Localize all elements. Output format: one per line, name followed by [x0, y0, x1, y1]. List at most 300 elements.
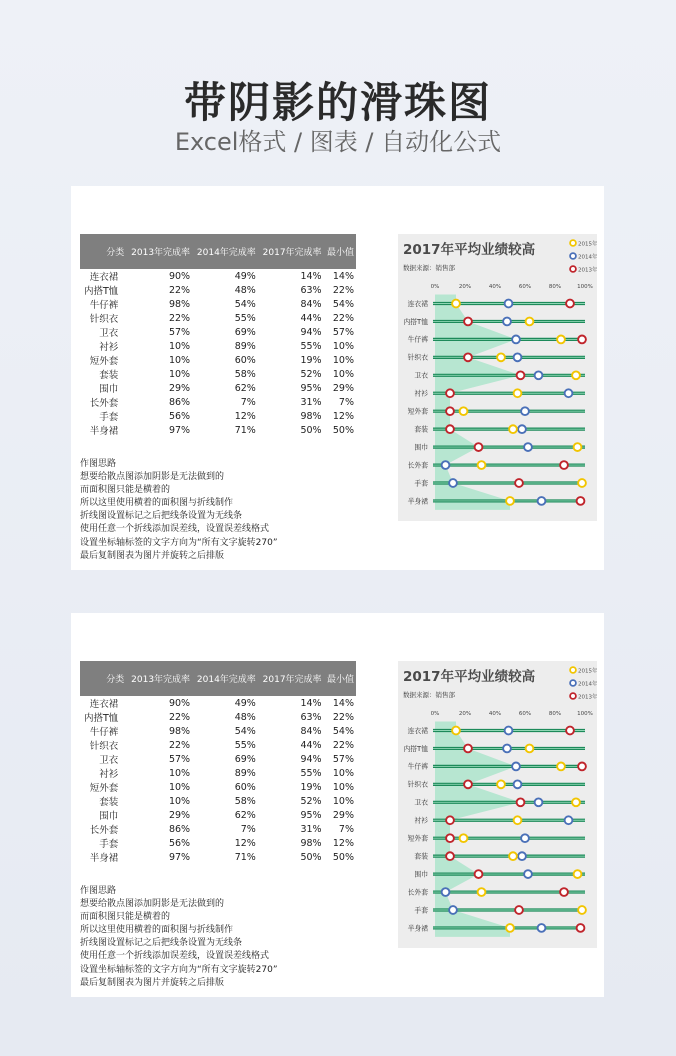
category-label: 围巾 — [414, 443, 428, 452]
value-cell: 97% — [168, 424, 191, 436]
value-cell: 7% — [338, 823, 354, 835]
category-cell: 套装 — [99, 370, 119, 381]
table-row — [80, 696, 356, 710]
value-cell: 19% — [300, 781, 322, 793]
value-cell: 12% — [332, 837, 354, 849]
bead-point — [464, 780, 472, 788]
bead-point — [521, 407, 529, 415]
value-cell: 10% — [168, 781, 191, 793]
category-cell: 针织衣 — [89, 741, 119, 752]
value-cell: 54% — [234, 725, 256, 737]
bead-point — [514, 353, 522, 361]
value-cell: 48% — [234, 711, 256, 723]
value-cell: 49% — [234, 270, 256, 282]
x-tick-label: 60% — [518, 284, 532, 290]
x-tick-label: 20% — [458, 711, 472, 717]
category-label: 衬衫 — [414, 389, 428, 398]
category-cell: 长外套 — [89, 398, 119, 409]
bead-point — [460, 407, 468, 415]
value-cell: 10% — [168, 767, 191, 779]
legend-label: 2014年 — [578, 254, 597, 261]
bead-point — [521, 834, 529, 842]
bead-point — [506, 497, 514, 505]
notes-block — [80, 885, 278, 990]
bead-point — [505, 300, 513, 308]
category-cell: 内搭T恤 — [84, 286, 119, 297]
bead-point — [464, 353, 472, 361]
value-cell: 22% — [332, 711, 354, 723]
bead-point — [446, 852, 454, 860]
value-cell: 54% — [332, 725, 354, 737]
category-label: 衬衫 — [414, 816, 428, 825]
table-row — [80, 325, 356, 339]
value-cell: 29% — [332, 382, 354, 394]
value-cell: 90% — [168, 697, 191, 709]
value-cell: 63% — [300, 284, 322, 296]
table-row — [80, 353, 356, 367]
bead-point — [524, 870, 532, 878]
category-cell: 连衣裙 — [89, 699, 119, 710]
value-cell: 50% — [300, 851, 322, 863]
data-table — [80, 661, 356, 864]
value-cell: 10% — [332, 368, 354, 380]
category-cell: 卫衣 — [99, 755, 119, 766]
bead-point — [464, 745, 472, 753]
value-cell: 97% — [168, 851, 191, 863]
value-cell: 54% — [332, 298, 354, 310]
category-label: 套装 — [414, 425, 428, 434]
bead-point — [572, 371, 580, 379]
category-label: 长外套 — [407, 888, 428, 897]
value-cell: 86% — [168, 823, 191, 835]
category-label: 半身裙 — [407, 924, 428, 933]
table-row — [80, 367, 356, 381]
value-cell: 69% — [234, 753, 256, 765]
notes-line: 所以这里使用横着的面积图与折线制作 — [80, 498, 234, 509]
bead-point — [442, 888, 450, 896]
category-cell: 短外套 — [89, 356, 119, 367]
data-table — [80, 234, 356, 437]
category-cell: 针织衣 — [89, 314, 119, 325]
notes-line: 最后复制图表为图片并旋转之后排版 — [80, 977, 225, 988]
table-row — [80, 836, 356, 850]
table-row — [80, 780, 356, 794]
table-row — [80, 738, 356, 752]
bead-point — [518, 425, 526, 433]
category-label: 手套 — [414, 906, 428, 915]
column-header: 2013年完成率 — [126, 234, 192, 269]
notes-block — [80, 458, 278, 563]
legend-marker — [570, 253, 576, 259]
category-label: 连衣裙 — [407, 726, 428, 735]
bead-point — [578, 479, 586, 487]
bead-point — [497, 353, 505, 361]
category-cell: 半身裙 — [89, 853, 119, 864]
value-cell: 55% — [300, 340, 322, 352]
value-cell: 10% — [168, 340, 191, 352]
chart-source: 数据来源：销售部 — [403, 264, 455, 272]
bead-point — [535, 798, 543, 806]
legend-marker — [570, 667, 576, 673]
value-cell: 62% — [234, 382, 256, 394]
table-row — [80, 283, 356, 297]
legend-marker — [570, 680, 576, 686]
value-cell: 7% — [240, 396, 256, 408]
value-cell: 44% — [300, 739, 322, 751]
value-cell: 7% — [338, 396, 354, 408]
category-cell: 内搭T恤 — [84, 713, 119, 724]
bead-point — [565, 816, 573, 824]
bead-point — [505, 727, 513, 735]
value-cell: 57% — [332, 326, 354, 338]
table-row — [80, 395, 356, 409]
category-cell: 半身裙 — [89, 426, 119, 437]
bead-point — [452, 727, 460, 735]
value-cell: 10% — [168, 368, 191, 380]
bead-point — [526, 318, 534, 326]
value-cell: 22% — [332, 284, 354, 296]
bead-point — [577, 497, 585, 505]
bead-point — [503, 745, 511, 753]
value-cell: 95% — [300, 382, 322, 394]
value-cell: 22% — [332, 312, 354, 324]
value-cell: 69% — [234, 326, 256, 338]
category-label: 针织衣 — [407, 353, 428, 362]
category-label: 套装 — [414, 852, 428, 861]
bead-point — [517, 371, 525, 379]
x-tick-label: 100% — [577, 711, 593, 717]
x-tick-label: 60% — [518, 711, 532, 717]
value-cell: 14% — [300, 697, 322, 709]
value-cell: 49% — [234, 697, 256, 709]
bead-point — [506, 924, 514, 932]
chart-svg — [398, 234, 597, 521]
value-cell: 14% — [332, 270, 354, 282]
notes-line: 使用任意一个折线添加误差线，设置误差线格式 — [80, 951, 270, 962]
value-cell: 10% — [332, 767, 354, 779]
value-cell: 22% — [332, 739, 354, 751]
category-label: 卫衣 — [414, 371, 428, 380]
bead-point — [578, 763, 586, 771]
bead-point — [518, 852, 526, 860]
value-cell: 10% — [332, 781, 354, 793]
value-cell: 52% — [300, 368, 322, 380]
category-cell: 衬衫 — [99, 769, 119, 780]
bead-point — [449, 479, 457, 487]
table-row — [80, 724, 356, 738]
category-label: 短外套 — [407, 407, 428, 416]
bead-point — [509, 852, 517, 860]
value-cell: 22% — [168, 739, 191, 751]
table-header-row — [80, 661, 356, 696]
value-cell: 55% — [234, 739, 256, 751]
legend-marker — [570, 266, 576, 272]
value-cell: 84% — [300, 725, 322, 737]
column-header: 2014年完成率 — [192, 661, 258, 696]
value-cell: 7% — [240, 823, 256, 835]
table-row — [80, 808, 356, 822]
bead-point — [478, 888, 486, 896]
value-cell: 89% — [234, 767, 256, 779]
legend-label: 2015年 — [578, 668, 597, 675]
column-header: 分类 — [80, 234, 126, 269]
bead-point — [572, 798, 580, 806]
value-cell: 10% — [168, 354, 191, 366]
value-cell: 52% — [300, 795, 322, 807]
category-cell: 卫衣 — [99, 328, 119, 339]
table-row — [80, 381, 356, 395]
table-row — [80, 794, 356, 808]
value-cell: 60% — [234, 781, 256, 793]
value-cell: 94% — [300, 753, 322, 765]
value-cell: 84% — [300, 298, 322, 310]
bead-point — [464, 318, 472, 326]
table-row — [80, 766, 356, 780]
bead-point — [565, 389, 573, 397]
bead-point — [524, 443, 532, 451]
bead-point — [512, 763, 520, 771]
bead-point — [515, 906, 523, 914]
x-tick-label: 80% — [548, 711, 562, 717]
bead-point — [514, 389, 522, 397]
legend-marker — [570, 240, 576, 246]
bead-point — [538, 497, 546, 505]
value-cell: 12% — [332, 410, 354, 422]
value-cell: 22% — [168, 284, 191, 296]
chart-title: 2017年平均业绩较高 — [403, 242, 536, 258]
category-cell: 衬衫 — [99, 342, 119, 353]
value-cell: 12% — [234, 410, 256, 422]
bead-point — [514, 780, 522, 788]
value-cell: 98% — [300, 837, 322, 849]
bead-point — [574, 870, 582, 878]
value-cell: 10% — [332, 340, 354, 352]
value-cell: 62% — [234, 809, 256, 821]
value-cell: 50% — [332, 851, 354, 863]
category-label: 连衣裙 — [407, 299, 428, 308]
value-cell: 58% — [234, 795, 256, 807]
category-cell: 围巾 — [99, 811, 119, 822]
bead-point — [446, 816, 454, 824]
category-label: 牛仔裤 — [407, 762, 428, 771]
bead-point — [446, 834, 454, 842]
category-cell: 连衣裙 — [89, 272, 119, 283]
minimum-shade-area — [435, 295, 521, 510]
value-cell: 50% — [332, 424, 354, 436]
value-cell: 95% — [300, 809, 322, 821]
value-cell: 48% — [234, 284, 256, 296]
legend-label: 2013年 — [578, 267, 597, 274]
column-header: 分类 — [80, 661, 126, 696]
chart-svg — [398, 661, 597, 948]
value-cell: 57% — [168, 326, 191, 338]
category-label: 牛仔裤 — [407, 335, 428, 344]
bead-point — [446, 407, 454, 415]
bead-point — [526, 745, 534, 753]
notes-line: 想要给散点图添加阴影是无法做到的 — [80, 472, 225, 483]
bead-point — [446, 389, 454, 397]
value-cell: 44% — [300, 312, 322, 324]
bead-point — [577, 924, 585, 932]
x-tick-label: 40% — [488, 284, 502, 290]
x-tick-label: 100% — [577, 284, 593, 290]
table-row — [80, 311, 356, 325]
value-cell: 94% — [300, 326, 322, 338]
minimum-shade-area — [435, 722, 521, 937]
value-cell: 22% — [168, 312, 191, 324]
legend-label: 2015年 — [578, 241, 597, 248]
category-cell: 手套 — [99, 839, 119, 850]
column-header: 最小值 — [324, 234, 356, 269]
value-cell: 89% — [234, 340, 256, 352]
bead-point — [452, 300, 460, 308]
bead-point — [442, 461, 450, 469]
x-tick-label: 80% — [548, 284, 562, 290]
legend-marker — [570, 693, 576, 699]
value-cell: 19% — [300, 354, 322, 366]
value-cell: 29% — [332, 809, 354, 821]
value-cell: 60% — [234, 354, 256, 366]
bead-point — [460, 834, 468, 842]
bead-point — [578, 906, 586, 914]
bead-point — [560, 461, 568, 469]
slider-bead-chart — [398, 661, 597, 948]
notes-line: 所以这里使用横着的面积图与折线制作 — [80, 925, 234, 936]
value-cell: 31% — [300, 396, 322, 408]
category-label: 短外套 — [407, 834, 428, 843]
value-cell: 63% — [300, 711, 322, 723]
category-label: 内搭T恤 — [403, 744, 428, 753]
value-cell: 90% — [168, 270, 191, 282]
chart-title: 2017年平均业绩较高 — [403, 669, 536, 685]
category-cell: 牛仔裤 — [89, 727, 119, 738]
page-subtitle: Excel格式 / 图表 / 自动化公式 — [174, 128, 502, 156]
category-label: 围巾 — [414, 870, 428, 879]
bead-point — [578, 336, 586, 344]
notes-line: 而面积图只能是横着的 — [80, 485, 171, 496]
page-title: 带阴影的滑珠图 — [183, 78, 492, 127]
bead-point — [512, 336, 520, 344]
notes-line: 设置坐标轴标签的文字方向为“所有文字旋转270” — [80, 537, 278, 548]
column-header: 2017年完成率 — [258, 234, 324, 269]
legend-label: 2013年 — [578, 694, 597, 701]
category-label: 内搭T恤 — [403, 317, 428, 326]
bead-point — [557, 336, 565, 344]
value-cell: 57% — [332, 753, 354, 765]
value-cell: 54% — [234, 298, 256, 310]
value-cell: 71% — [234, 851, 256, 863]
bead-point — [566, 727, 574, 735]
notes-line: 折线图设置标记之后把线条设置为无线条 — [80, 511, 243, 522]
bead-point — [515, 479, 523, 487]
value-cell: 98% — [300, 410, 322, 422]
bead-point — [446, 425, 454, 433]
notes-line: 设置坐标轴标签的文字方向为“所有文字旋转270” — [80, 964, 278, 975]
bead-point — [449, 906, 457, 914]
value-cell: 50% — [300, 424, 322, 436]
table-row — [80, 269, 356, 283]
bead-point — [566, 300, 574, 308]
value-cell: 10% — [332, 354, 354, 366]
category-cell: 牛仔裤 — [89, 300, 119, 311]
notes-line: 使用任意一个折线添加误差线，设置误差线格式 — [80, 524, 270, 535]
column-header: 2013年完成率 — [126, 661, 192, 696]
value-cell: 22% — [168, 711, 191, 723]
legend-label: 2014年 — [578, 681, 597, 688]
value-cell: 57% — [168, 753, 191, 765]
column-header: 2017年完成率 — [258, 661, 324, 696]
bead-point — [535, 371, 543, 379]
category-cell: 手套 — [99, 412, 119, 423]
value-cell: 98% — [168, 298, 191, 310]
value-cell: 14% — [332, 697, 354, 709]
column-header: 最小值 — [324, 661, 356, 696]
bead-point — [509, 425, 517, 433]
value-cell: 29% — [168, 809, 191, 821]
notes-line: 想要给散点图添加阴影是无法做到的 — [80, 899, 225, 910]
category-label: 长外套 — [407, 461, 428, 470]
value-cell: 86% — [168, 396, 191, 408]
value-cell: 55% — [300, 767, 322, 779]
column-header: 2014年完成率 — [192, 234, 258, 269]
x-tick-label: 40% — [488, 711, 502, 717]
bead-point — [574, 443, 582, 451]
category-label: 针织衣 — [407, 780, 428, 789]
example-card — [71, 613, 604, 997]
slider-bead-chart — [398, 234, 597, 521]
table-header-row — [80, 234, 356, 269]
bead-point — [514, 816, 522, 824]
table-row — [80, 339, 356, 353]
example-card — [71, 186, 604, 570]
notes-line: 而面积图只能是横着的 — [80, 912, 171, 923]
bead-point — [560, 888, 568, 896]
table-row — [80, 710, 356, 724]
bead-point — [557, 763, 565, 771]
value-cell: 55% — [234, 312, 256, 324]
chart-source: 数据来源：销售部 — [403, 691, 455, 699]
x-tick-label: 20% — [458, 284, 472, 290]
value-cell: 58% — [234, 368, 256, 380]
notes-heading: 作图思路 — [80, 886, 117, 896]
notes-heading: 作图思路 — [80, 459, 117, 469]
bead-point — [478, 461, 486, 469]
category-cell: 围巾 — [99, 384, 119, 395]
value-cell: 31% — [300, 823, 322, 835]
bead-point — [475, 870, 483, 878]
bead-point — [497, 780, 505, 788]
table-row — [80, 409, 356, 423]
table-row — [80, 423, 356, 437]
category-label: 半身裙 — [407, 497, 428, 506]
value-cell: 14% — [300, 270, 322, 282]
value-cell: 10% — [332, 795, 354, 807]
x-tick-label: 0% — [430, 284, 440, 290]
bead-point — [503, 318, 511, 326]
bead-point — [475, 443, 483, 451]
value-cell: 56% — [168, 837, 191, 849]
category-cell: 套装 — [99, 797, 119, 808]
bead-point — [517, 798, 525, 806]
category-label: 手套 — [414, 479, 428, 488]
category-label: 卫衣 — [414, 798, 428, 807]
category-cell: 长外套 — [89, 825, 119, 836]
table-row — [80, 752, 356, 766]
value-cell: 29% — [168, 382, 191, 394]
notes-line: 最后复制图表为图片并旋转之后排版 — [80, 550, 225, 561]
table-row — [80, 850, 356, 864]
category-cell: 短外套 — [89, 783, 119, 794]
